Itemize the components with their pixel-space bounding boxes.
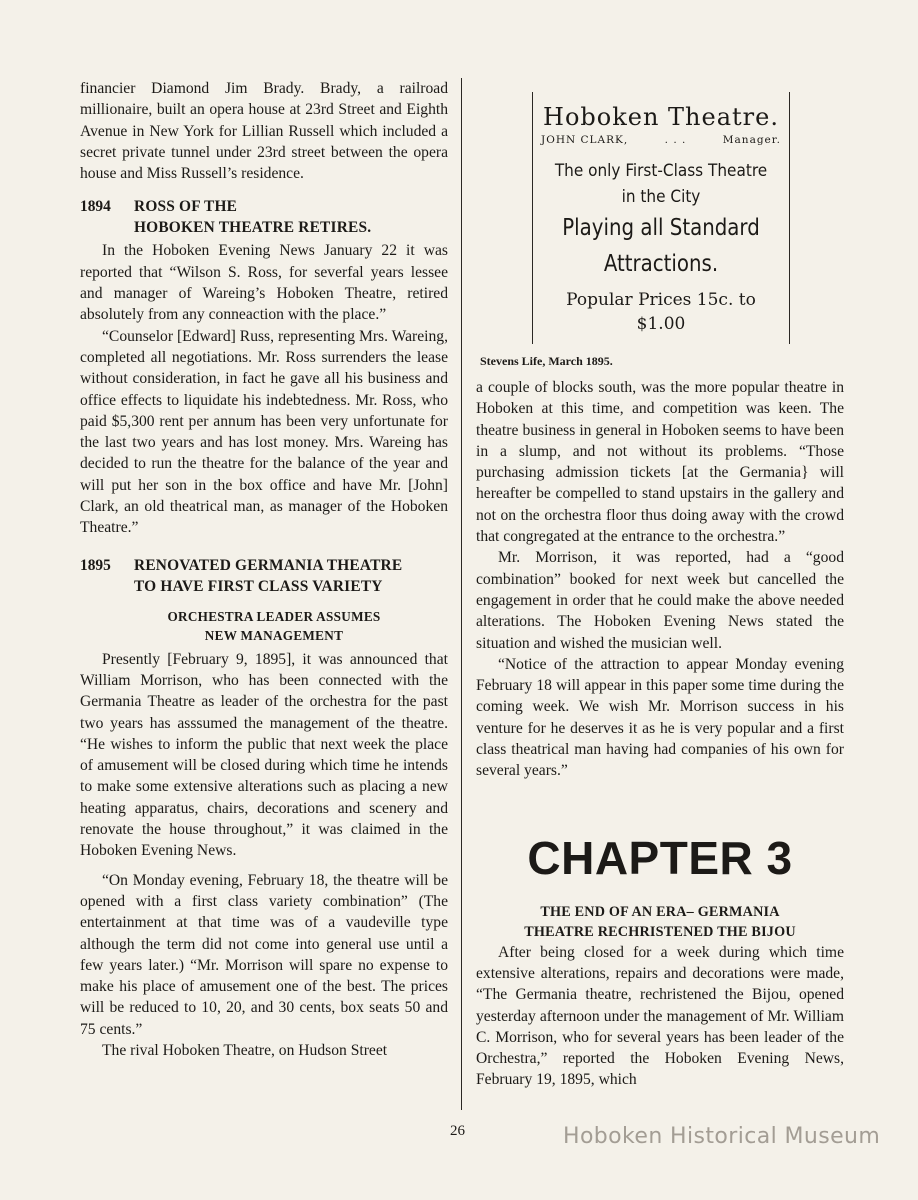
section-year: 1895 (80, 556, 111, 574)
left-column (80, 78, 448, 1061)
paragraph: Mr. Morrison, it was reported, had a “good combination” booked for next week but cancelled the engagement in order that he could make the above needed alterations. The Hoboken Evening News stated the situation and wished the musician well. (476, 549, 844, 652)
ad-caption: Stevens Life, March 1895. (480, 354, 613, 368)
paragraph: Presently [February 9, 1895], it was announced that William Morrison, who has been connected with the Germania Theatre as leader of the orchestra for the past two years has asssumed the management of the theatre. “He wishes to inform the public that next week the place of amusement will be closed during which time he intends to make some extensive alterations such as placing a new heating apparatus, chairs, decorations and scenery and renovate the house throughout,” it was claimed in the Hoboken Evening News. (80, 650, 448, 860)
section-year: 1894 (80, 198, 111, 216)
section-title-line: TO HAVE FIRST CLASS VARIETY (134, 577, 383, 595)
section-title (134, 196, 371, 238)
page-number: 26 (450, 1123, 465, 1139)
section-title-line: HOBOKEN THEATRE RETIRES. (134, 219, 372, 237)
chapter-subtitle-line: THE END OF AN ERA– GERMANIA (540, 903, 780, 920)
section-title-line: RENOVATED GERMANIA THEATRE (134, 556, 403, 574)
section-title (134, 555, 402, 597)
paragraph: “On Monday evening, February 18, the theatre will be opened with a first class variety combination” (The entertainment at that time was of a vaudeville type although the term did not come into general use until a few years later.) “Mr. Morrison will spare no expense to make his place of amusement one of the best. The prices will be reduced to 10, 20, and 30 cents, box seats 50 and 75 cents.” (80, 871, 448, 1038)
ad-line: The only First-Class Theatre (554, 161, 768, 181)
paragraph: “Notice of the attraction to appear Monday evening February 18 will appear in this paper some time during the coming week. We wish Mr. Morrison success in his venture for he deserves it as he is very popular and a first class theatrical man having had companies of his own for several years.” (476, 655, 844, 780)
ad-line: Attractions. (603, 251, 719, 277)
subheading-line: ORCHESTRA LEADER ASSUMES (167, 608, 381, 624)
ad-line: Playing all Standard (562, 215, 760, 241)
watermark: Hoboken Historical Museum (563, 1124, 881, 1149)
section-title-line: ROSS OF THE (134, 198, 238, 216)
chapter-heading: CHAPTER 3 (527, 831, 793, 884)
ad-manager-dots: . . . (664, 134, 687, 146)
paragraph: The rival Hoboken Theatre, on Hudson Street (102, 1041, 388, 1059)
paragraph: After being closed for a week during which time extensive alterations, repairs and decorations were made, “The Germania theatre, rechristened the Bijou, opened yesterday afternoon under the management of Mr. William C. Morrison, who for several years has been leader of the Orchestra,” reported the Hoboken Evening News, February 19, 1895, which (476, 943, 844, 1089)
ad-manager-line (541, 134, 781, 146)
column-divider (461, 78, 462, 1110)
ad-title: Hoboken Theatre. (543, 103, 779, 131)
theatre-advertisement (532, 92, 790, 344)
section-heading-1894 (80, 196, 448, 238)
chapter-subtitle-line: THEATRE RECHRISTENED THE BIJOU (524, 923, 796, 940)
paragraph: financier Diamond Jim Brady. Brady, a railroad millionaire, built an opera house at 23rd Street and Eighth Avenue in New York for Lillian Russell which included a secret private tunnel under 23rd street between the opera house and Miss Russell’s residence. (80, 80, 448, 183)
ad-line: in the City (621, 187, 701, 207)
section-heading-1895 (80, 555, 448, 597)
ad-prices: Popular Prices 15c. to $1.00 (566, 290, 756, 334)
subheading-line: NEW MANAGEMENT (204, 627, 344, 643)
paragraph: “Counselor [Edward] Russ, representing Mrs. Wareing, completed all negotiations. Mr. Ross surrenders the lease without consideration, in fact he gave all his business and office effects to liquidate his indebtedness. Mr. Ross, who paid $5,300 rent per annum has been very unfortunate for the last two years and has lost money. Mrs. Wareing has decided to run the theatre for the balance of the year and will put her son in the box office and have Mr. [John] Clark, an old theatrical man, as manager of the Hoboken Theatre.” (80, 327, 448, 537)
chapter-subtitle (476, 902, 844, 942)
paragraph: a couple of blocks south, was the more popular theatre in Hoboken at this time, and competition was keen. The theatre business in general in Hoboken seems to have been in a slump, and not without its problems. “Those purchasing admission tickets [at the Germania} will hereafter be compelled to stand upstairs in the gallery and not on the orchestra floor thus doing away with the crowd that congregated at the entrance to the orchestra.” (476, 379, 844, 546)
right-column (476, 78, 844, 1091)
ad-manager-label: Manager. (722, 134, 781, 146)
paragraph: In the Hoboken Evening News January 22 it was reported that “Wilson S. Ross, for severfal years lessee and manager of Wareing’s Hoboken Theatre, retired absolutely from any conneaction with the place.” (80, 242, 448, 324)
subheading (80, 607, 448, 645)
ad-manager-name: JOHN CLARK, (541, 134, 629, 146)
